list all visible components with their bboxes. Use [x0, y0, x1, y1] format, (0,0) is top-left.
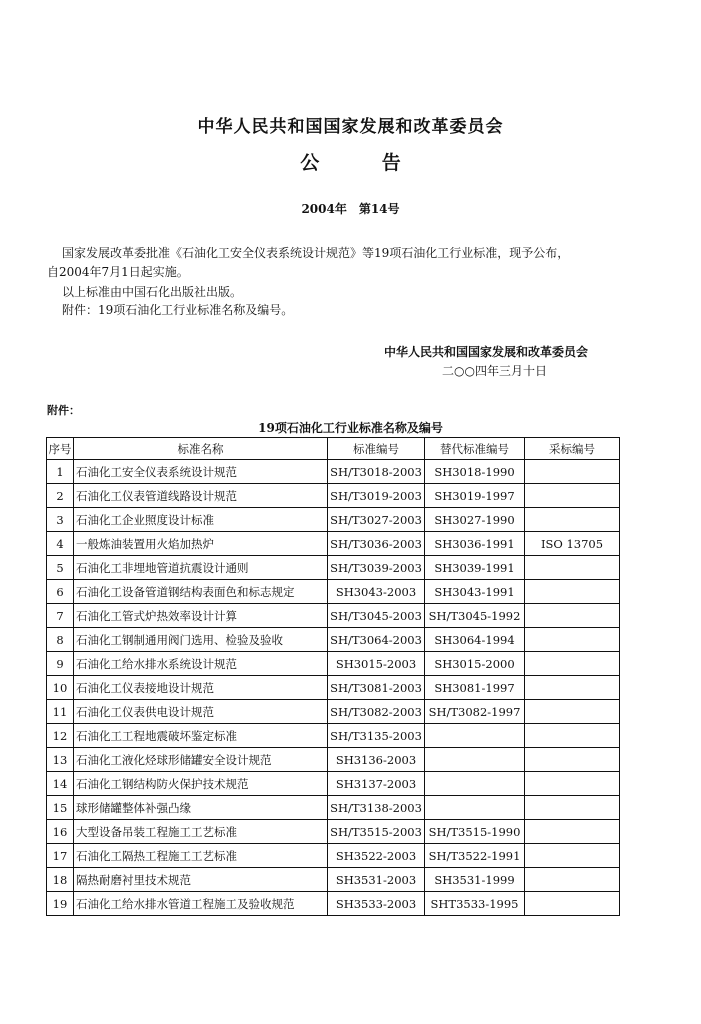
- cell-standard-code: SH3522-2003: [328, 844, 425, 868]
- cell-standard-name: 一般炼油装置用火焰加热炉: [74, 532, 328, 556]
- cell-adopted-code: [525, 580, 620, 604]
- cell-standard-code: SH3015-2003: [328, 652, 425, 676]
- table-row: [47, 676, 620, 700]
- cell-standard-code: SH/T3138-2003: [328, 796, 425, 820]
- cell-adopted-code: ISO 13705: [525, 532, 620, 556]
- cell-adopted-code: [525, 508, 620, 532]
- cell-standard-name: 石油化工安全仪表系统设计规范: [74, 460, 328, 484]
- cell-seq-number: 8: [47, 628, 74, 652]
- cell-standard-code: SH3137-2003: [328, 772, 425, 796]
- attachment-label: 附件：: [47, 404, 80, 417]
- cell-seq-number: 10: [47, 676, 74, 700]
- cell-replaced-code: SH/T3082-1997: [425, 700, 525, 724]
- table-row: [47, 556, 620, 580]
- cell-adopted-code: [525, 676, 620, 700]
- cell-standard-code: SH/T3019-2003: [328, 484, 425, 508]
- standards-table: [46, 437, 620, 916]
- cell-standard-code: SH/T3081-2003: [328, 676, 425, 700]
- header-standard-code: 标准编号: [328, 438, 425, 460]
- cell-adopted-code: [525, 652, 620, 676]
- cell-seq-number: 13: [47, 748, 74, 772]
- cell-adopted-code: [525, 748, 620, 772]
- cell-seq-number: 14: [47, 772, 74, 796]
- cell-standard-code: SH/T3027-2003: [328, 508, 425, 532]
- cell-seq-number: 6: [47, 580, 74, 604]
- header-seq: 序号: [47, 438, 74, 460]
- cell-seq-number: 3: [47, 508, 74, 532]
- cell-standard-name: 大型设备吊装工程施工工艺标准: [74, 820, 328, 844]
- cell-seq-number: 9: [47, 652, 74, 676]
- cell-seq-number: 7: [47, 604, 74, 628]
- body-paragraph-effective-date: 自2004年7月1日起实施。: [47, 265, 189, 279]
- cell-standard-code: SH/T3045-2003: [328, 604, 425, 628]
- table-row: [47, 724, 620, 748]
- cell-standard-code: SH3043-2003: [328, 580, 425, 604]
- cell-adopted-code: [525, 484, 620, 508]
- table-row: [47, 748, 620, 772]
- cell-seq-number: 15: [47, 796, 74, 820]
- cell-standard-name: 石油化工企业照度设计标准: [74, 508, 328, 532]
- cell-standard-name: 石油化工仪表管道线路设计规范: [74, 484, 328, 508]
- cell-adopted-code: [525, 556, 620, 580]
- cell-adopted-code: [525, 628, 620, 652]
- cell-standard-code: SH3533-2003: [328, 892, 425, 916]
- cell-replaced-code: [425, 772, 525, 796]
- cell-replaced-code: SH3018-1990: [425, 460, 525, 484]
- table-row: [47, 532, 620, 556]
- cell-adopted-code: [525, 604, 620, 628]
- cell-adopted-code: [525, 724, 620, 748]
- cell-replaced-code: SH3531-1999: [425, 868, 525, 892]
- table-row: [47, 796, 620, 820]
- cell-replaced-code: SH3081-1997: [425, 676, 525, 700]
- cell-adopted-code: [525, 820, 620, 844]
- cell-standard-code: SH/T3064-2003: [328, 628, 425, 652]
- cell-standard-name: 石油化工钢制通用阀门选用、检验及验收: [74, 628, 328, 652]
- table-row: [47, 508, 620, 532]
- table-row: [47, 892, 620, 916]
- table-row: [47, 484, 620, 508]
- cell-standard-name: 石油化工仪表接地设计规范: [74, 676, 328, 700]
- cell-seq-number: 5: [47, 556, 74, 580]
- cell-seq-number: 17: [47, 844, 74, 868]
- table-body: [47, 460, 620, 916]
- cell-adopted-code: [525, 796, 620, 820]
- notice-title: 公 告: [300, 152, 401, 174]
- cell-seq-number: 4: [47, 532, 74, 556]
- cell-standard-code: SH/T3082-2003: [328, 700, 425, 724]
- cell-standard-name: 石油化工给水排水管道工程施工及验收规范: [74, 892, 328, 916]
- signature-date: 二○○四年三月十日: [442, 364, 547, 378]
- cell-standard-name: 隔热耐磨衬里技术规范: [74, 868, 328, 892]
- cell-replaced-code: SH3019-1997: [425, 484, 525, 508]
- cell-standard-code: SH/T3135-2003: [328, 724, 425, 748]
- cell-standard-name: 石油化工液化烃球形储罐安全设计规范: [74, 748, 328, 772]
- cell-standard-code: SH/T3036-2003: [328, 532, 425, 556]
- cell-seq-number: 12: [47, 724, 74, 748]
- cell-replaced-code: SH3036-1991: [425, 532, 525, 556]
- cell-seq-number: 18: [47, 868, 74, 892]
- cell-standard-code: SH/T3018-2003: [328, 460, 425, 484]
- cell-seq-number: 11: [47, 700, 74, 724]
- cell-replaced-code: SH3064-1994: [425, 628, 525, 652]
- body-paragraph-publisher: 以上标准由中国石化出版社出版。: [62, 285, 243, 299]
- cell-adopted-code: [525, 772, 620, 796]
- cell-seq-number: 16: [47, 820, 74, 844]
- table-row: [47, 820, 620, 844]
- cell-replaced-code: SH/T3515-1990: [425, 820, 525, 844]
- cell-replaced-code: SH3027-1990: [425, 508, 525, 532]
- header-standard-name: 标准名称: [74, 438, 328, 460]
- cell-replaced-code: SH/T3522-1991: [425, 844, 525, 868]
- header-adopted-code: 采标编号: [525, 438, 620, 460]
- cell-standard-name: 石油化工给水排水系统设计规范: [74, 652, 328, 676]
- header-replaced-code: 替代标准编号: [425, 438, 525, 460]
- body-paragraph-attachment-note: 附件：19项石油化工行业标准名称及编号。: [62, 303, 294, 317]
- cell-replaced-code: [425, 724, 525, 748]
- body-paragraph-approval: 国家发展改革委批准《石油化工安全仪表系统设计规范》等19项石油化工行业标准，现予公布，: [62, 246, 570, 260]
- table-row: [47, 580, 620, 604]
- cell-replaced-code: SH3015-2000: [425, 652, 525, 676]
- cell-standard-name: 石油化工非埋地管道抗震设计通则: [74, 556, 328, 580]
- cell-adopted-code: [525, 844, 620, 868]
- cell-standard-name: 石油化工隔热工程施工工艺标准: [74, 844, 328, 868]
- cell-replaced-code: [425, 796, 525, 820]
- table-caption: 19项石油化工行业标准名称及编号: [258, 421, 443, 435]
- cell-replaced-code: SHT3533-1995: [425, 892, 525, 916]
- cell-standard-name: 石油化工钢结构防火保护技术规范: [74, 772, 328, 796]
- issuing-organization-title: 中华人民共和国国家发展和改革委员会: [197, 117, 504, 137]
- cell-adopted-code: [525, 460, 620, 484]
- table-row: [47, 844, 620, 868]
- signature-organization: 中华人民共和国国家发展和改革委员会: [384, 345, 589, 359]
- cell-standard-code: SH/T3039-2003: [328, 556, 425, 580]
- cell-standard-name: 石油化工管式炉热效率设计计算: [74, 604, 328, 628]
- table-row: [47, 868, 620, 892]
- table-row: [47, 628, 620, 652]
- table-header-row: [47, 438, 620, 460]
- cell-adopted-code: [525, 892, 620, 916]
- cell-standard-code: SH3531-2003: [328, 868, 425, 892]
- table-row: [47, 652, 620, 676]
- cell-seq-number: 2: [47, 484, 74, 508]
- cell-seq-number: 19: [47, 892, 74, 916]
- table-row: [47, 604, 620, 628]
- cell-seq-number: 1: [47, 460, 74, 484]
- cell-standard-code: SH3136-2003: [328, 748, 425, 772]
- cell-standard-code: SH/T3515-2003: [328, 820, 425, 844]
- cell-adopted-code: [525, 700, 620, 724]
- cell-standard-name: 石油化工设备管道钢结构表面色和标志规定: [74, 580, 328, 604]
- table-row: [47, 700, 620, 724]
- cell-standard-name: 石油化工工程地震破坏鉴定标准: [74, 724, 328, 748]
- cell-replaced-code: [425, 748, 525, 772]
- cell-adopted-code: [525, 868, 620, 892]
- cell-replaced-code: SH3043-1991: [425, 580, 525, 604]
- table-row: [47, 460, 620, 484]
- cell-standard-name: 球形储罐整体补强凸缘: [74, 796, 328, 820]
- cell-replaced-code: SH3039-1991: [425, 556, 525, 580]
- issue-number: 2004年 第14号: [301, 202, 400, 216]
- cell-standard-name: 石油化工仪表供电设计规范: [74, 700, 328, 724]
- table-row: [47, 772, 620, 796]
- cell-replaced-code: SH/T3045-1992: [425, 604, 525, 628]
